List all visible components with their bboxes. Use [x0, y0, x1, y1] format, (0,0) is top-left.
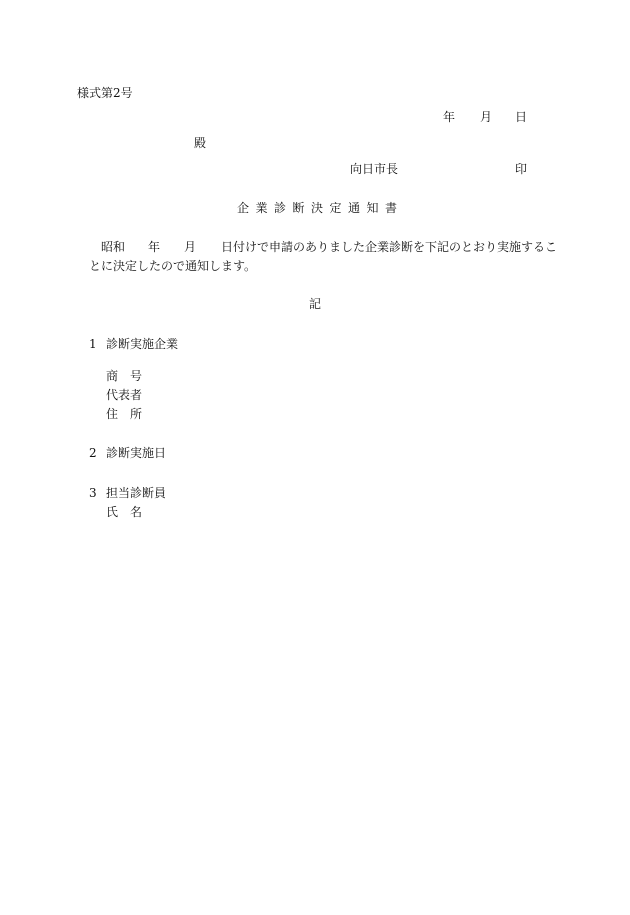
date-day: 日 [515, 110, 528, 124]
body-line2: とに決定したので通知します。 [89, 259, 257, 273]
item1-number: 1 [89, 337, 97, 351]
item1-field-trade-name: 商 号 [106, 369, 143, 383]
item1-field-representative: 代表者 [106, 388, 143, 402]
item3-label: 担当診断員 [106, 486, 167, 500]
item2-number: 2 [89, 446, 97, 460]
date-year: 年 [443, 110, 456, 124]
page-title: 企業診断決定通知書 [237, 201, 404, 215]
item2-label: 診断実施日 [106, 446, 167, 460]
issuer-title: 向日市長 [350, 162, 399, 176]
item1-label: 診断実施企業 [106, 337, 179, 351]
item1-field-address: 住 所 [106, 407, 143, 421]
body-year: 年 [148, 240, 161, 254]
item3-field-name: 氏 名 [106, 505, 143, 519]
form-number: 様式第2号 [77, 86, 133, 100]
date-month: 月 [480, 110, 493, 124]
addressee-suffix: 殿 [194, 136, 207, 150]
body-line1-rest: 日付けで申請のありました企業診断を下記のとおり実施するこ [221, 240, 558, 254]
body-era: 昭和 [101, 240, 126, 254]
body-month: 月 [184, 240, 197, 254]
seal-mark: 印 [515, 162, 528, 176]
item3-number: 3 [89, 486, 97, 500]
ki-heading: 記 [309, 297, 322, 311]
